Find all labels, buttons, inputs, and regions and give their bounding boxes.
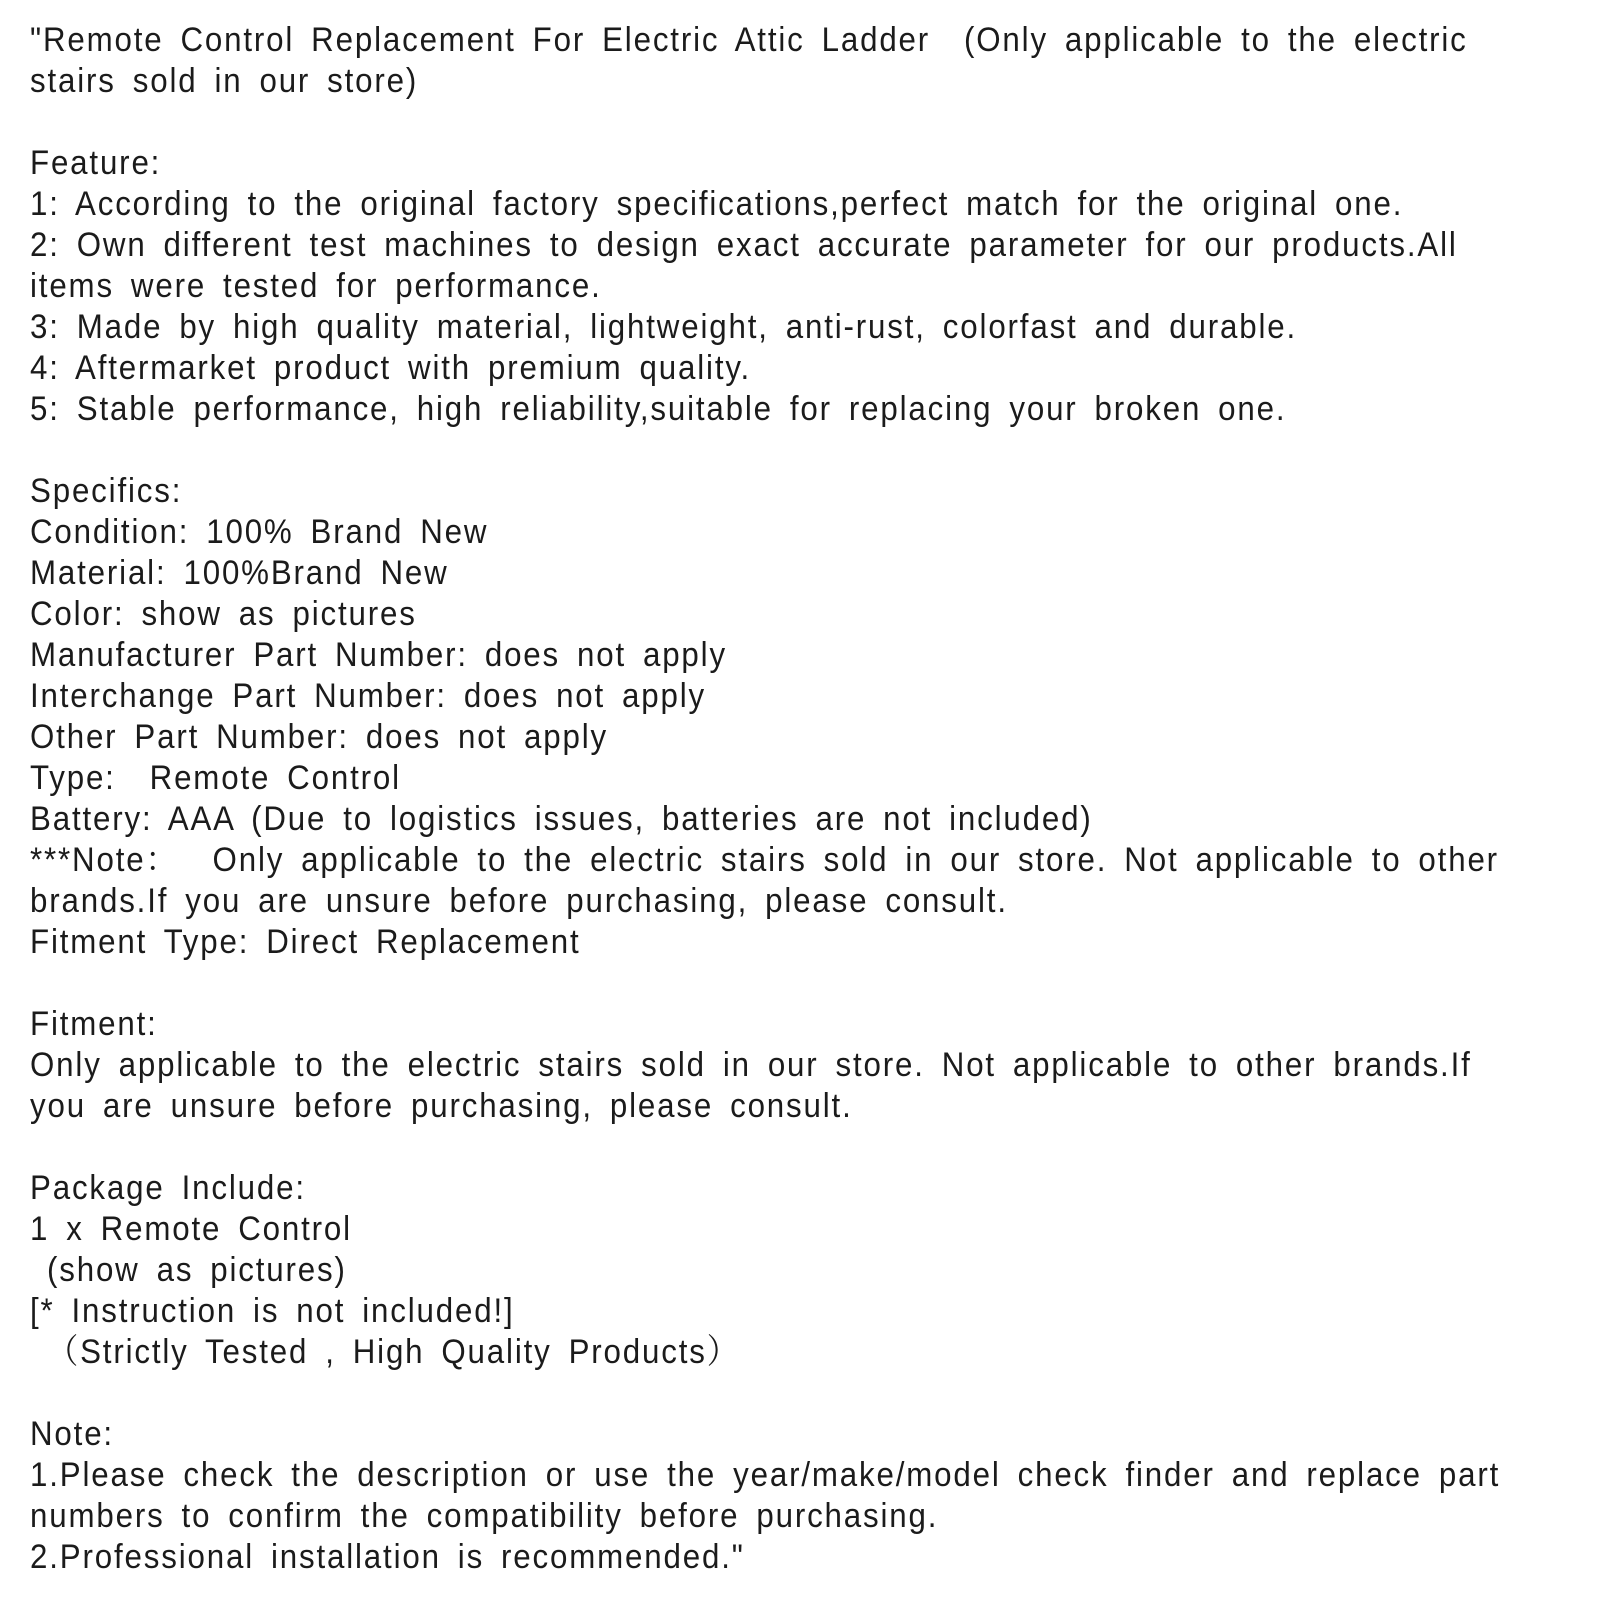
text-line: Other Part Number: does not apply xyxy=(30,718,609,756)
text-line: 4: Aftermarket product with premium quality. xyxy=(30,349,752,387)
text-line: "Remote Control Replacement For Electric Attic Ladder (Only applicable to the electric xyxy=(30,21,1468,59)
text-line xyxy=(30,430,1465,471)
text-line: 1: According to the original factory specifications,perfect match for the original one. xyxy=(30,185,1404,223)
text-line: (show as pictures) xyxy=(30,1251,347,1289)
text-line xyxy=(30,1373,1465,1414)
text-line: Fitment: xyxy=(30,1005,158,1043)
text-line: 5: Stable performance, high reliability,suitable for replacing your broken one. xyxy=(30,390,1287,428)
text-line: Interchange Part Number: does not apply xyxy=(30,677,707,715)
text-line: items were tested for performance. xyxy=(30,267,602,305)
text-line: Battery: AAA (Due to logistics issues, batteries are not included) xyxy=(30,800,1093,838)
text-line: Package Include: xyxy=(30,1169,306,1207)
text-line: brands.If you are unsure before purchasing, please consult. xyxy=(30,882,1008,920)
text-line: ***Note： Only applicable to the electric stairs sold in our store. Not applicable to other xyxy=(30,841,1499,879)
text-line: Only applicable to the electric stairs sold in our store. Not applicable to other brands.If xyxy=(30,1046,1472,1084)
text-line: 2: Own different test machines to design exact accurate parameter for our products.All xyxy=(30,226,1458,264)
text-line xyxy=(30,963,1465,1004)
text-line: Condition: 100% Brand New xyxy=(30,513,489,551)
text-line: you are unsure before purchasing, please consult. xyxy=(30,1087,853,1125)
text-line: Note: xyxy=(30,1415,114,1453)
text-line xyxy=(30,1127,1465,1168)
text-line: [* Instruction is not included!] xyxy=(30,1292,515,1330)
text-line: 3: Made by high quality material, lightweight, anti-rust, colorfast and durable. xyxy=(30,308,1297,346)
text-line: Specifics: xyxy=(30,472,183,510)
text-line: 2.Professional installation is recommended." xyxy=(30,1538,745,1576)
text-line: Feature: xyxy=(30,144,162,182)
text-line: numbers to confirm the compatibility before purchasing. xyxy=(30,1497,939,1535)
text-line: stairs sold in our store) xyxy=(30,62,419,100)
text-line: Material: 100%Brand New xyxy=(30,554,449,592)
text-line: Manufacturer Part Number: does not apply xyxy=(30,636,727,674)
text-line xyxy=(30,102,1465,143)
text-line: Type: Remote Control xyxy=(30,759,401,797)
text-line: Color: show as pictures xyxy=(30,595,417,633)
text-line: （Strictly Tested , High Quality Products） xyxy=(30,1333,740,1371)
text-line: Fitment Type: Direct Replacement xyxy=(30,923,581,961)
text-line: 1 x Remote Control xyxy=(30,1210,352,1248)
text-line: 1.Please check the description or use the year/make/model check finder and replace part xyxy=(30,1456,1501,1494)
